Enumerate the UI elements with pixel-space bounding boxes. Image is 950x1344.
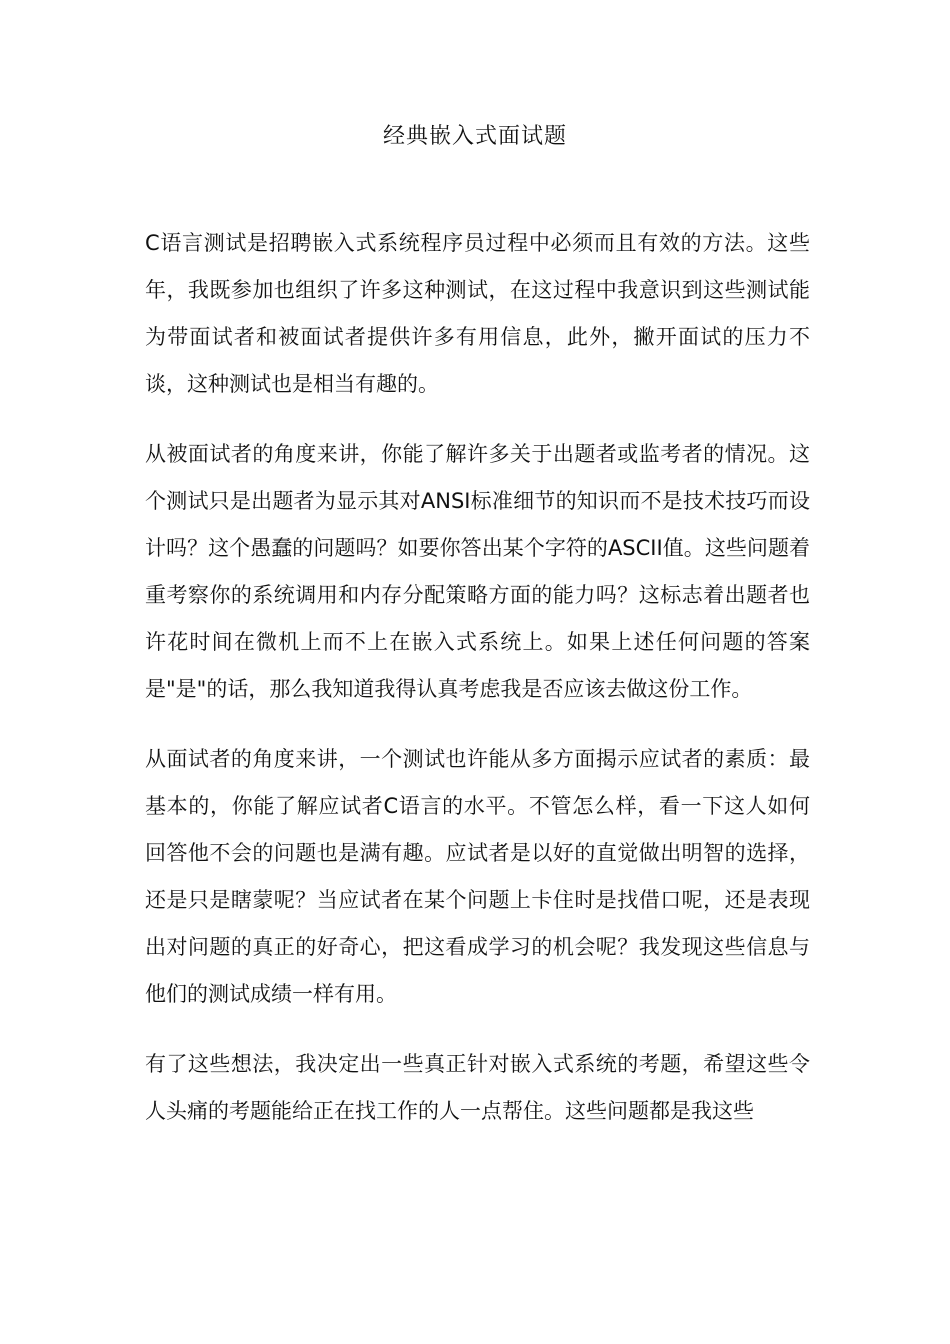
document-body bbox=[145, 220, 810, 1158]
paragraph-conclusion: 有了这些想法，我决定出一些真正针对嵌入式系统的考题，希望这些令人头痛的考题能给正在找工作的人一点帮住。这些问题都是我这些 bbox=[145, 1052, 810, 1123]
paragraph-interviewer-view: 从面试者的角度来讲，一个测试也许能从多方面揭示应试者的素质：最基本的，你能了解应试者C语言的水平。不管怎么样，看一下这人如何回答他不会的问题也是满有趣。应试者是以好的直觉做出明智的选择，还是只是瞎蒙呢？当应试者在某个问题上卡住时是找借口呢，还是表现出对问题的真正的好奇心，把这看成学习的机会呢？我发现这些信息与他们的测试成绩一样有用。 bbox=[145, 747, 810, 1006]
document-title: 经典嵌入式面试题 bbox=[382, 124, 567, 149]
paragraph-intro: C语言测试是招聘嵌入式系统程序员过程中必须而且有效的方法。这些年，我既参加也组织了许多这种测试，在这过程中我意识到这些测试能为带面试者和被面试者提供许多有用信息，此外，撇开面试的压力不谈，这种测试也是相当有趣的。 bbox=[145, 231, 810, 396]
paragraph-interviewee-view: 从被面试者的角度来讲，你能了解许多关于出题者或监考者的情况。这个测试只是出题者为显示其对ANSI标准细节的知识而不是技术技巧而设计吗？这个愚蠢的问题吗？如要你答出某个字符的ASCII值。这些问题着重考察你的系统调用和内存分配策略方面的能力吗？这标志着出题者也许花时间在微机上而不上在嵌入式系统上。如果上述任何问题的答案是"是"的话，那么我知道我得认真考虑我是否应该去做这份工作。 bbox=[145, 442, 810, 701]
